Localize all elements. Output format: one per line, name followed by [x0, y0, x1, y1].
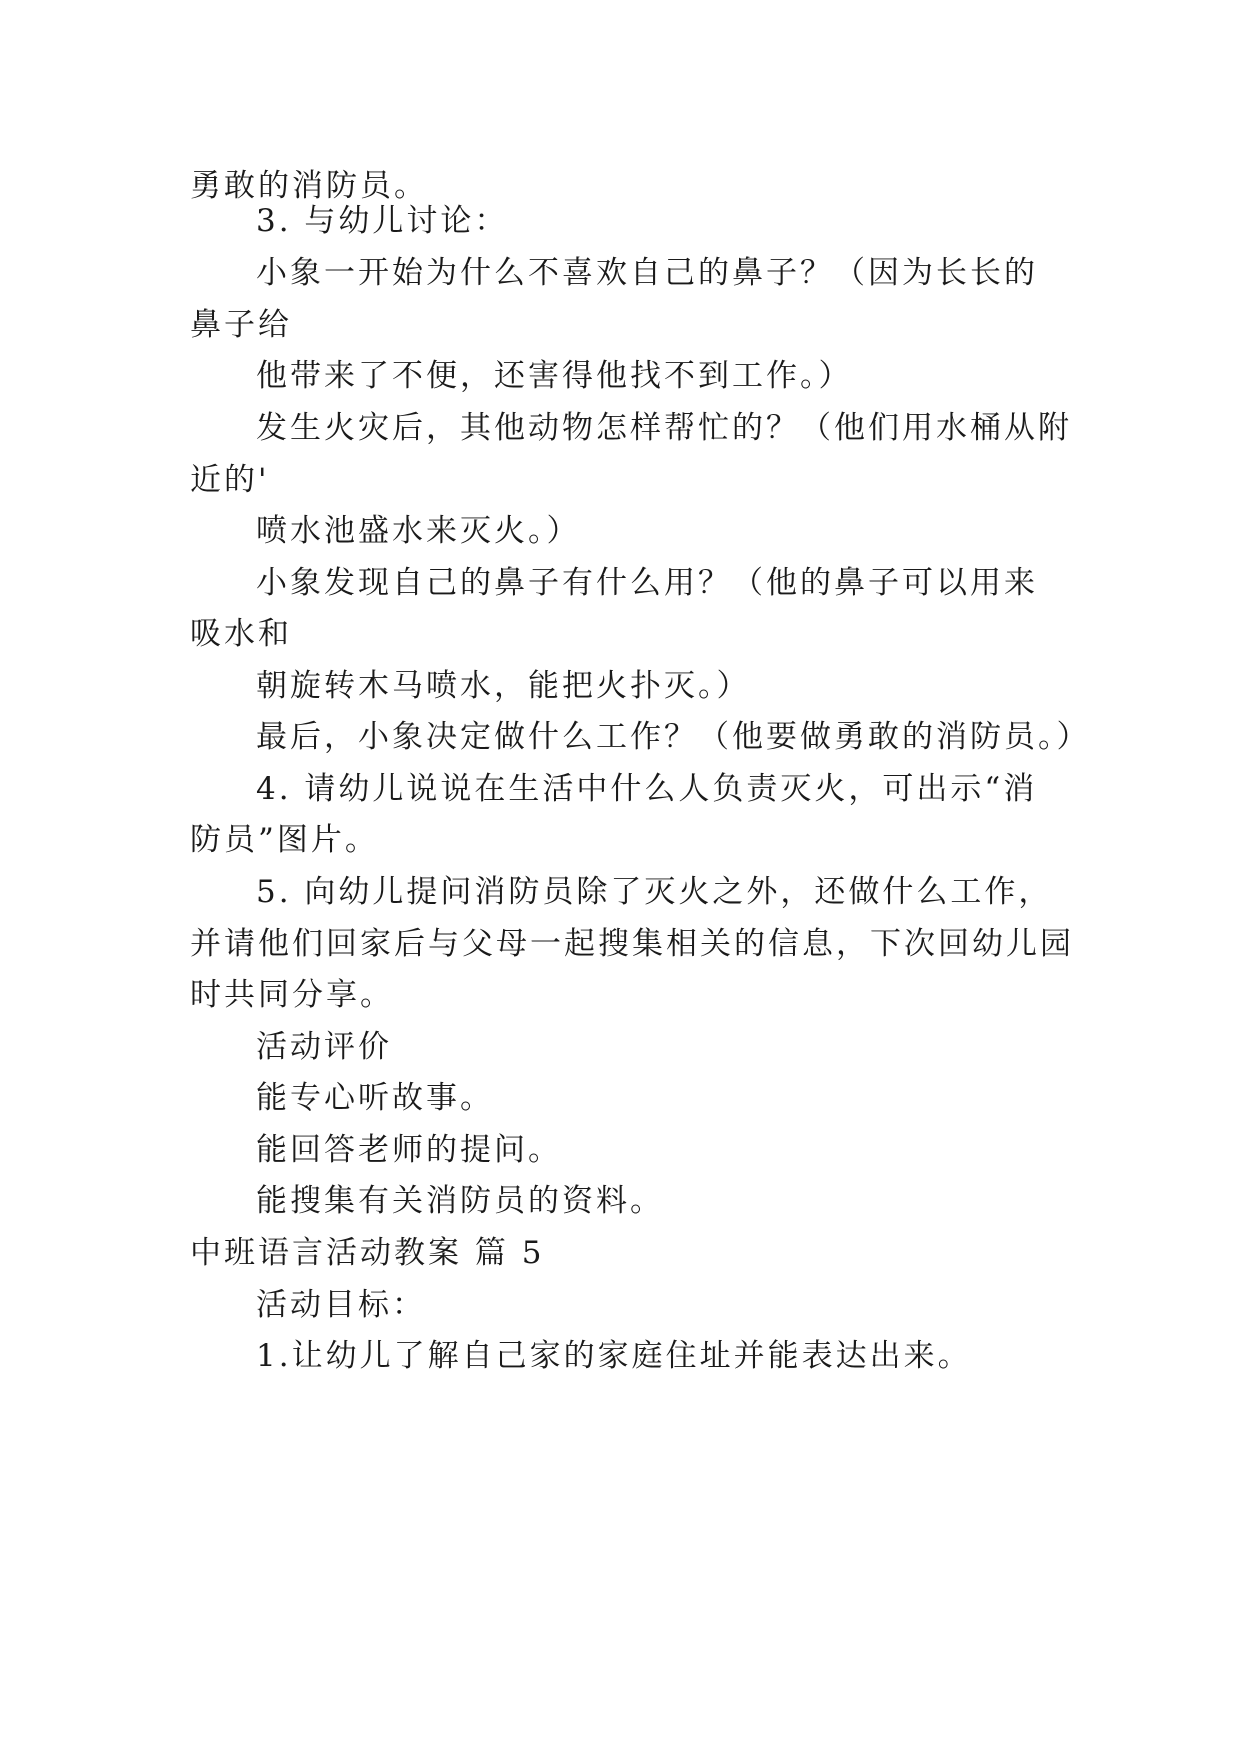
- goal-item: 1.让幼儿了解自己家的家庭住址并能表达出来。: [256, 1338, 972, 1374]
- answer-line: 喷水池盛水来灭火。）: [256, 513, 581, 549]
- answer-line: 朝旋转木马喷水，能把火扑灭。）: [256, 668, 751, 704]
- text-line: 鼻子给: [190, 307, 292, 343]
- text-line: 吸水和: [190, 616, 292, 652]
- evaluation-item: 能搜集有关消防员的资料。: [256, 1183, 664, 1219]
- question-line: 小象一开始为什么不喜欢自己的鼻子？（因为长长的: [256, 255, 1038, 291]
- text-line: 勇敢的消防员。: [190, 168, 428, 204]
- question-line: 小象发现自己的鼻子有什么用？（他的鼻子可以用来: [256, 565, 1038, 601]
- answer-line: 他带来了不便，还害得他找不到工作。）: [256, 358, 853, 394]
- question-line: 最后，小象决定做什么工作？（他要做勇敢的消防员。）: [256, 719, 1091, 755]
- question-line: 发生火灾后，其他动物怎样帮忙的？（他们用水桶从附: [256, 410, 1072, 446]
- list-item-4: 4. 请幼儿说说在生活中什么人负责灭火，可出示“消: [256, 771, 1038, 807]
- evaluation-item: 能专心听故事。: [256, 1080, 494, 1116]
- list-item-3: 3. 与幼儿讨论：: [256, 203, 509, 239]
- text-line: 防员”图片。: [190, 822, 379, 858]
- text-line: 并请他们回家后与父母一起搜集相关的信息，下次回幼儿园: [190, 926, 1074, 962]
- list-item-5: 5. 向幼儿提问消防员除了灭火之外，还做什么工作，: [256, 874, 1053, 910]
- section-heading-goals: 活动目标：: [256, 1287, 426, 1323]
- section-heading-evaluation: 活动评价: [256, 1029, 392, 1065]
- text-line: 近的': [190, 462, 270, 498]
- chapter-title: 中班语言活动教案 篇 5: [190, 1235, 545, 1271]
- text-line: 时共同分享。: [190, 977, 394, 1013]
- evaluation-item: 能回答老师的提问。: [256, 1132, 562, 1168]
